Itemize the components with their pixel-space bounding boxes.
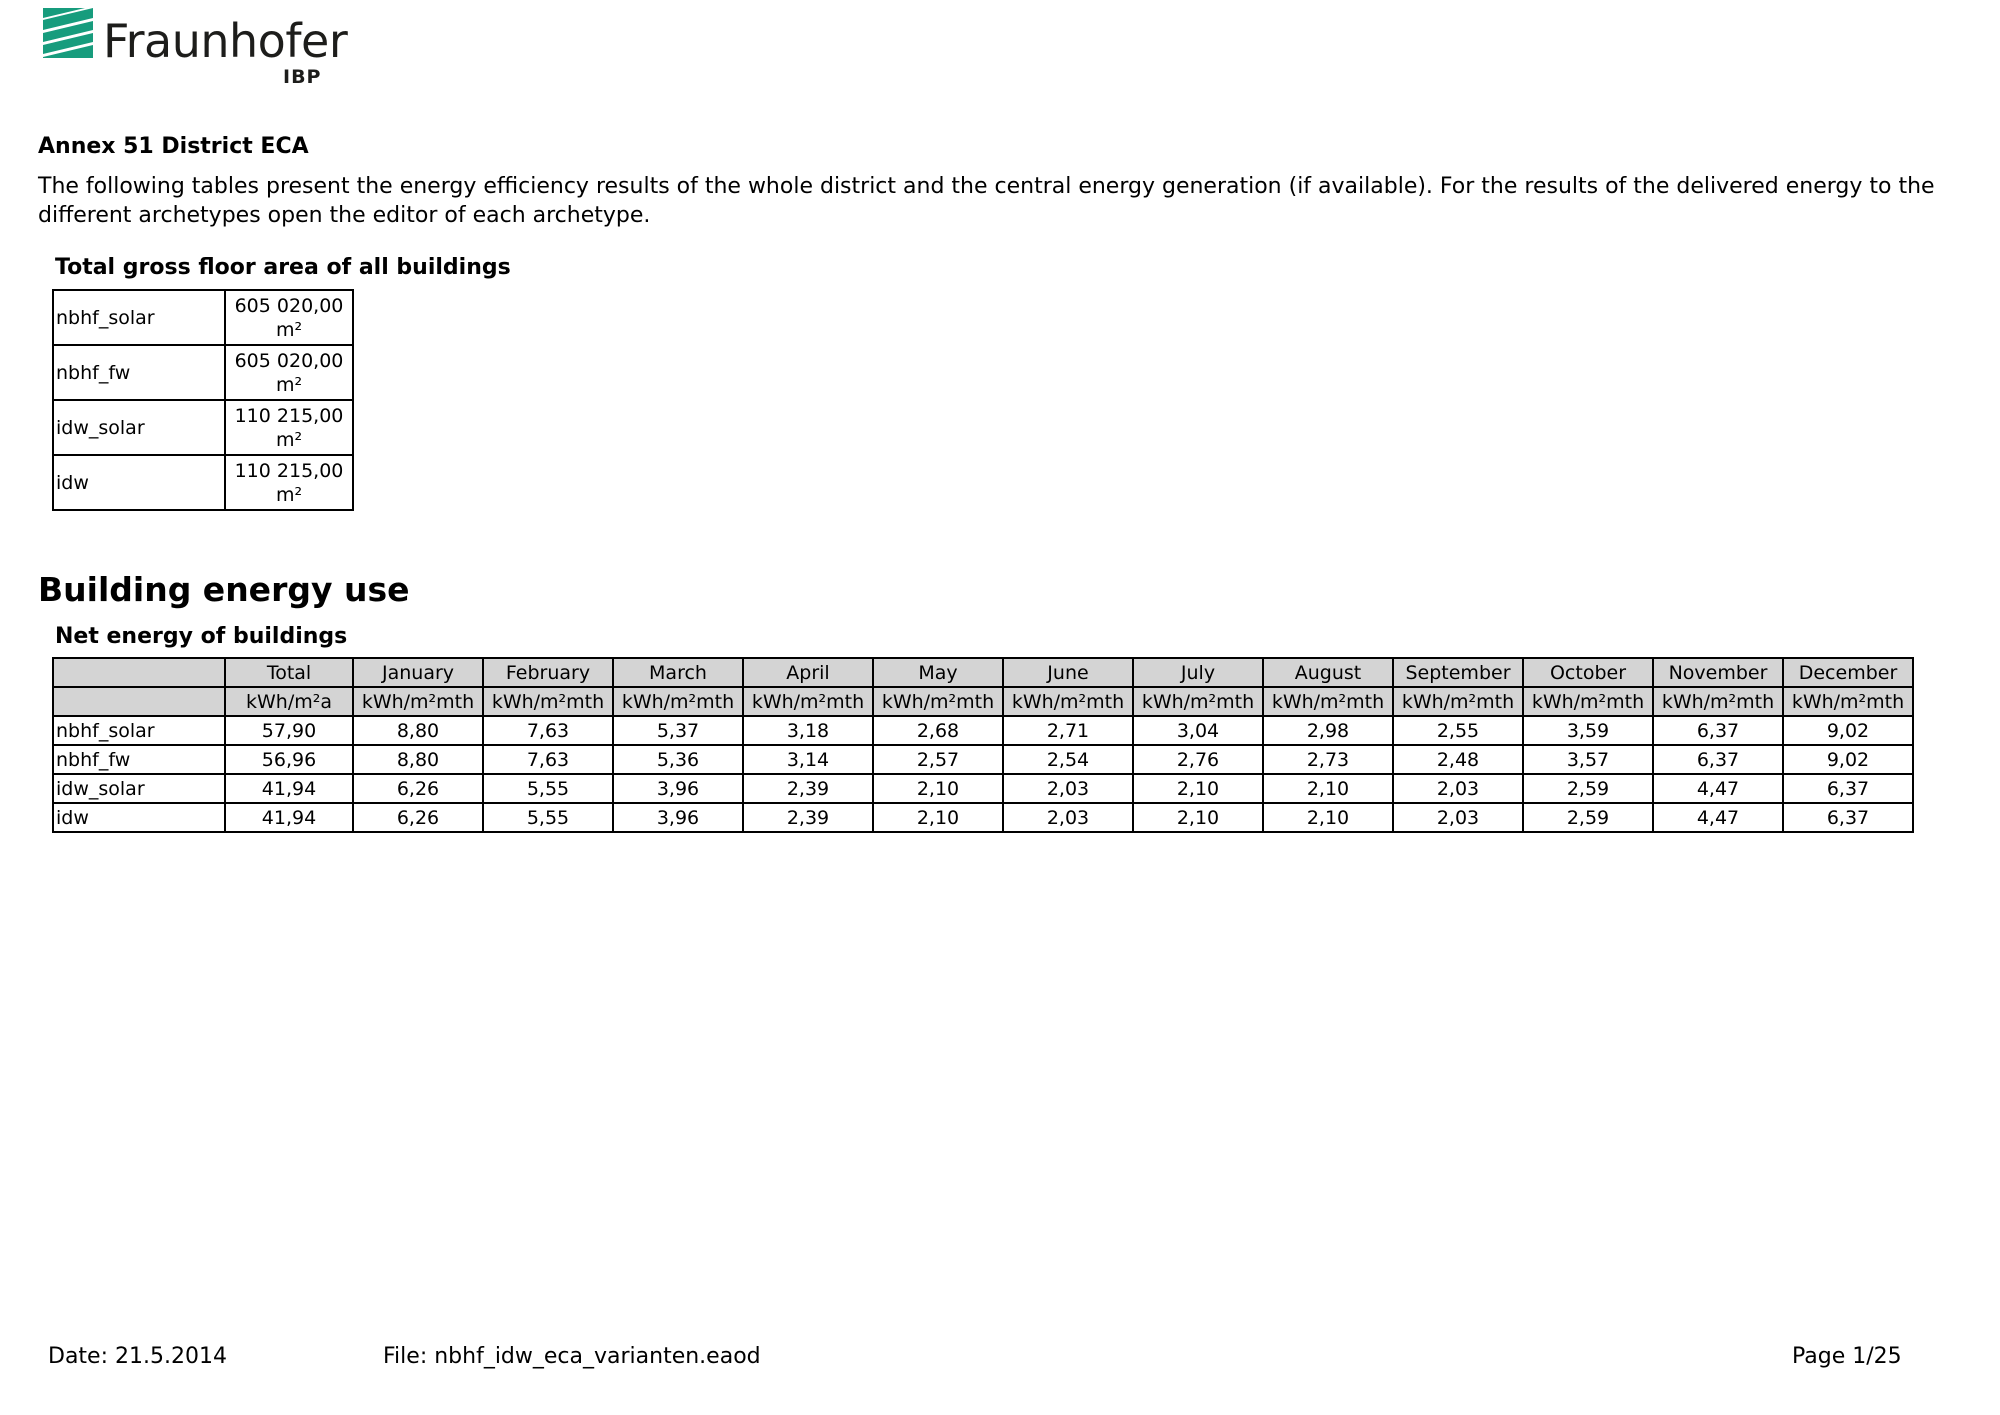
energy-value: 57,90 — [225, 716, 353, 745]
header-cell: November — [1653, 658, 1783, 687]
energy-value: 2,73 — [1263, 745, 1393, 774]
energy-value: 6,37 — [1783, 803, 1913, 832]
energy-value: 2,10 — [1133, 803, 1263, 832]
header-cell: July — [1133, 658, 1263, 687]
logo-wordmark: Fraunhofer — [103, 14, 348, 68]
header-cell — [53, 658, 225, 687]
table-row — [53, 803, 1913, 832]
energy-value: 3,18 — [743, 716, 873, 745]
building-name: nbhf_fw — [53, 745, 225, 774]
energy-value: 2,55 — [1393, 716, 1523, 745]
header-cell: December — [1783, 658, 1913, 687]
footer-page-number: Page 1/25 — [1792, 1344, 1902, 1369]
energy-value: 2,39 — [743, 774, 873, 803]
units-row — [53, 687, 1913, 716]
energy-value: 5,55 — [483, 774, 613, 803]
unit-cell: kWh/m²mth — [483, 687, 613, 716]
building-name: idw — [53, 455, 225, 510]
energy-value: 2,68 — [873, 716, 1003, 745]
building-name: idw_solar — [53, 400, 225, 455]
energy-value: 2,03 — [1003, 774, 1133, 803]
header-cell: April — [743, 658, 873, 687]
net-energy-table — [52, 657, 1914, 833]
floor-area-value: 110 215,00 m² — [225, 455, 353, 510]
unit-cell: kWh/m²mth — [1003, 687, 1133, 716]
unit-cell: kWh/m²mth — [743, 687, 873, 716]
table-row — [53, 774, 1913, 803]
floor-area-value: 605 020,00 m² — [225, 345, 353, 400]
energy-value: 8,80 — [353, 745, 483, 774]
energy-value: 2,03 — [1393, 774, 1523, 803]
energy-value: 4,47 — [1653, 774, 1783, 803]
energy-value: 5,55 — [483, 803, 613, 832]
building-name: idw — [53, 803, 225, 832]
unit-cell: kWh/m²mth — [1523, 687, 1653, 716]
unit-cell: kWh/m²mth — [613, 687, 743, 716]
header-cell: January — [353, 658, 483, 687]
energy-value: 2,54 — [1003, 745, 1133, 774]
energy-value: 4,47 — [1653, 803, 1783, 832]
energy-value: 2,03 — [1003, 803, 1133, 832]
energy-value: 9,02 — [1783, 716, 1913, 745]
energy-value: 2,71 — [1003, 716, 1133, 745]
header-cell: October — [1523, 658, 1653, 687]
net-energy-caption: Net energy of buildings — [55, 624, 348, 649]
energy-value: 2,10 — [873, 774, 1003, 803]
energy-value: 6,37 — [1783, 774, 1913, 803]
intro-paragraph: The following tables present the energy efficiency results of the whole district and the central energy generation (if available). For the results of the delivered energy to the different archetypes open the editor of each archetype. — [38, 174, 1935, 228]
header-cell: May — [873, 658, 1003, 687]
energy-value: 2,10 — [1133, 774, 1263, 803]
energy-value: 3,96 — [613, 803, 743, 832]
header-cell: Total — [225, 658, 353, 687]
header-cell: September — [1393, 658, 1523, 687]
energy-value: 2,57 — [873, 745, 1003, 774]
footer-file: File: nbhf_idw_eca_varianten.eaod — [383, 1344, 761, 1369]
energy-value: 6,37 — [1653, 745, 1783, 774]
energy-value: 41,94 — [225, 803, 353, 832]
energy-value: 9,02 — [1783, 745, 1913, 774]
energy-value: 2,10 — [873, 803, 1003, 832]
energy-value: 6,26 — [353, 803, 483, 832]
unit-cell: kWh/m²mth — [1783, 687, 1913, 716]
energy-value: 2,10 — [1263, 774, 1393, 803]
floor-area-table — [52, 289, 354, 511]
energy-value: 3,59 — [1523, 716, 1653, 745]
energy-value: 3,96 — [613, 774, 743, 803]
table-row — [53, 745, 1913, 774]
unit-cell: kWh/m²mth — [1393, 687, 1523, 716]
energy-value: 41,94 — [225, 774, 353, 803]
energy-value: 2,48 — [1393, 745, 1523, 774]
energy-value: 5,37 — [613, 716, 743, 745]
energy-value: 2,98 — [1263, 716, 1393, 745]
energy-value: 5,36 — [613, 745, 743, 774]
building-name: nbhf_fw — [53, 345, 225, 400]
unit-cell: kWh/m²a — [225, 687, 353, 716]
unit-cell: kWh/m²mth — [1263, 687, 1393, 716]
table-row — [53, 455, 353, 510]
header-cell: February — [483, 658, 613, 687]
energy-value: 7,63 — [483, 745, 613, 774]
document-heading: Annex 51 District ECA — [38, 134, 309, 159]
energy-value: 3,57 — [1523, 745, 1653, 774]
table-row — [53, 716, 1913, 745]
floor-area-value: 110 215,00 m² — [225, 400, 353, 455]
unit-cell: kWh/m²mth — [1653, 687, 1783, 716]
energy-value: 2,76 — [1133, 745, 1263, 774]
unit-cell — [53, 687, 225, 716]
energy-value: 3,04 — [1133, 716, 1263, 745]
floor-area-caption: Total gross floor area of all buildings — [55, 255, 511, 280]
energy-value: 7,63 — [483, 716, 613, 745]
table-row — [53, 345, 353, 400]
section-title: Building energy use — [38, 570, 410, 609]
header-cell: March — [613, 658, 743, 687]
energy-value: 2,59 — [1523, 774, 1653, 803]
table-row — [53, 290, 353, 345]
energy-value: 2,39 — [743, 803, 873, 832]
unit-cell: kWh/m²mth — [353, 687, 483, 716]
energy-value: 2,10 — [1263, 803, 1393, 832]
fraunhofer-logo-icon — [43, 8, 93, 58]
building-name: nbhf_solar — [53, 290, 225, 345]
energy-value: 2,03 — [1393, 803, 1523, 832]
energy-value: 3,14 — [743, 745, 873, 774]
energy-value: 8,80 — [353, 716, 483, 745]
floor-area-value: 605 020,00 m² — [225, 290, 353, 345]
energy-value: 56,96 — [225, 745, 353, 774]
energy-value: 2,59 — [1523, 803, 1653, 832]
unit-cell: kWh/m²mth — [1133, 687, 1263, 716]
unit-cell: kWh/m²mth — [873, 687, 1003, 716]
table-row — [53, 400, 353, 455]
header-cell: August — [1263, 658, 1393, 687]
energy-value: 6,37 — [1653, 716, 1783, 745]
building-name: nbhf_solar — [53, 716, 225, 745]
energy-value: 6,26 — [353, 774, 483, 803]
header-cell: June — [1003, 658, 1133, 687]
header-row — [53, 658, 1913, 687]
footer-date: Date: 21.5.2014 — [48, 1344, 227, 1369]
logo-subtitle: IBP — [283, 66, 322, 88]
building-name: idw_solar — [53, 774, 225, 803]
